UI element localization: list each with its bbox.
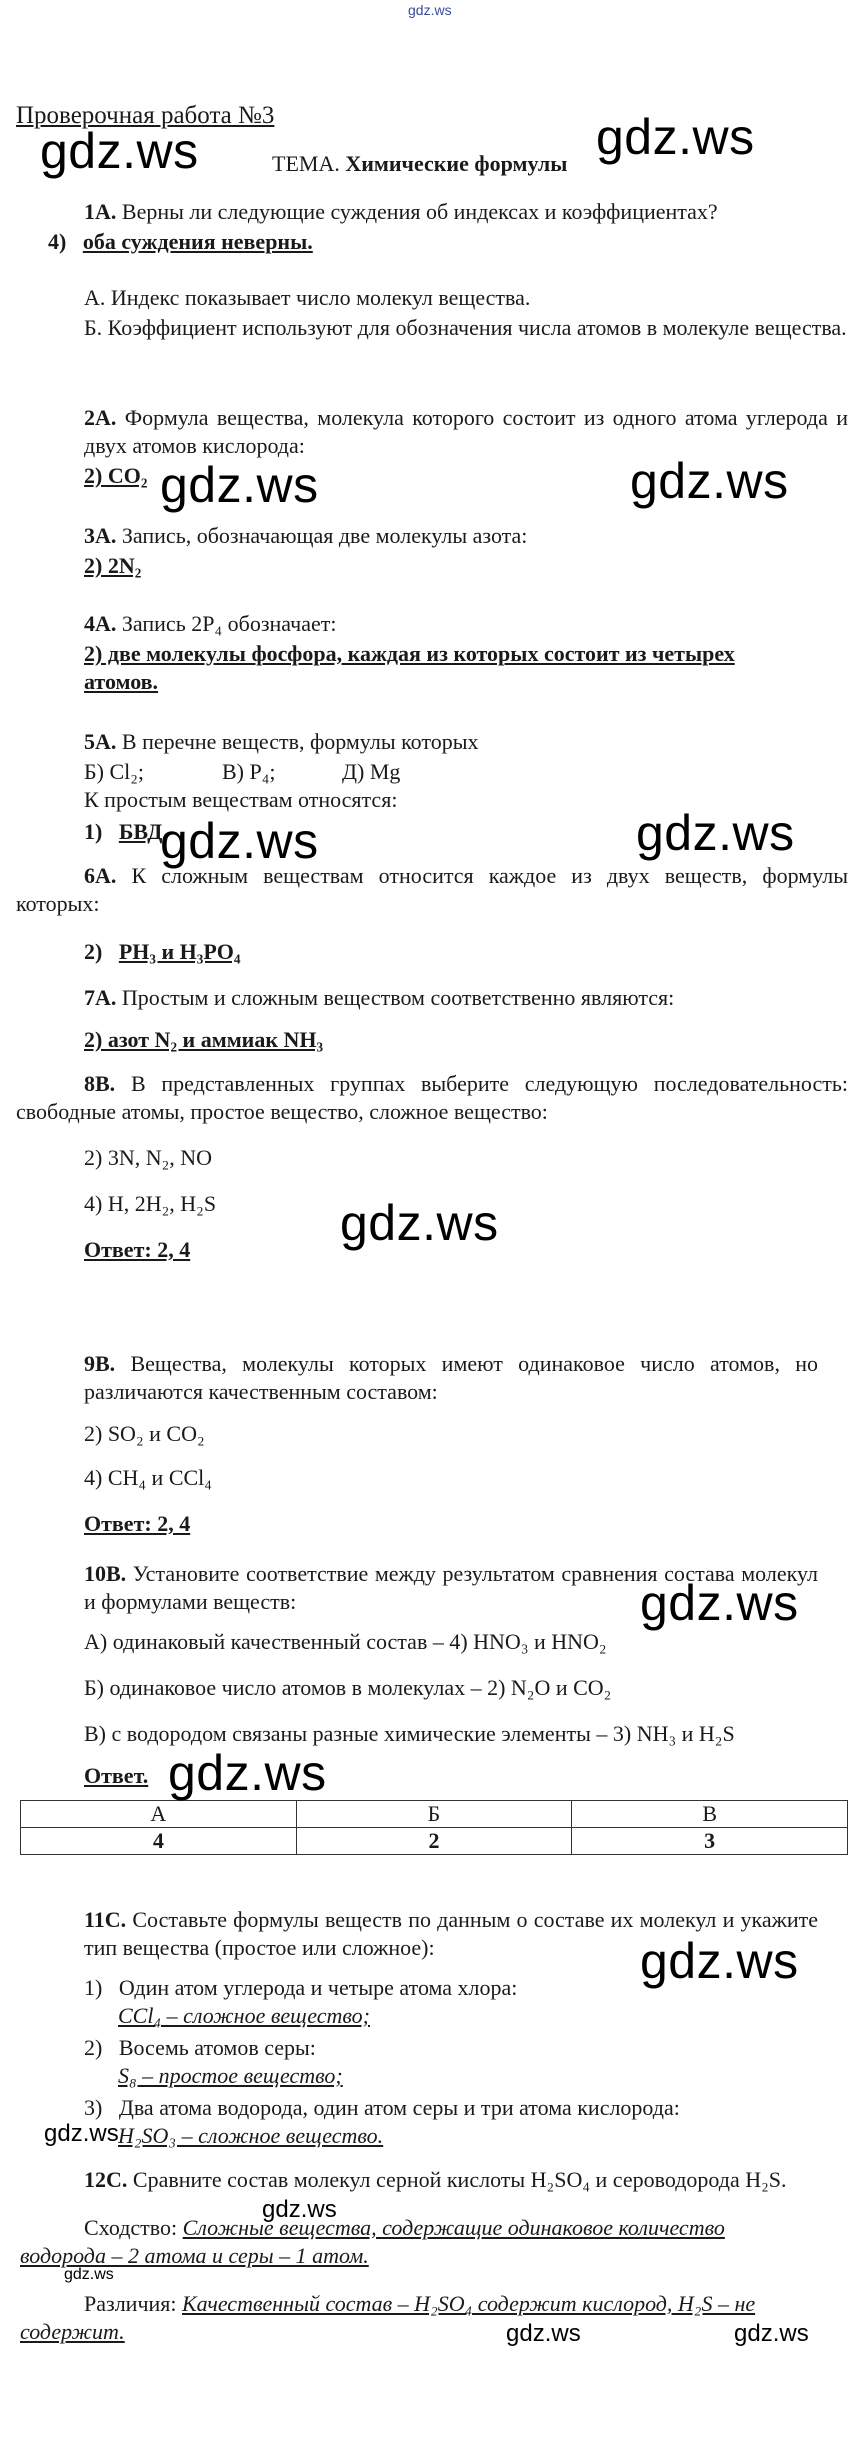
page-title: Проверочная работа №3: [16, 102, 275, 129]
table-header-row: [21, 1801, 848, 1828]
answer-table: [20, 1800, 848, 1855]
question-text: Установите соответствие между результатом сравнения состава молекул и формулами веществ:: [84, 1561, 818, 1614]
watermark: gdz.ws: [640, 1575, 799, 1631]
match-b: Б) одинаковое число атомов в молекулах – 2) N₂O и CO₂: [84, 1675, 612, 1700]
similarity-label: Сходство:: [84, 2215, 178, 2240]
question-text: Составьте формулы веществ по данным о составе их молекул и укажите тип вещества (простое или сложное):: [84, 1907, 818, 1960]
option-v: В) P₄;: [222, 759, 276, 784]
question-text: К сложным веществам относится каждое из двух веществ, формулы которых:: [16, 863, 848, 916]
watermark: gdz.ws: [160, 457, 319, 513]
watermark: gdz.ws: [44, 2120, 119, 2147]
question-number: 12С.: [84, 2167, 128, 2192]
watermark: gdz.ws: [636, 805, 795, 861]
question-7: [84, 984, 674, 1012]
answer-3: 2) 2N₂: [84, 553, 142, 578]
question-number: 3А.: [84, 523, 117, 548]
item-text: Один атом углерода и четыре атома хлора:: [118, 1975, 518, 2000]
answer-text: оба суждения неверны.: [82, 229, 313, 254]
question-1: [84, 198, 718, 226]
item-3-answer: H₂SO₃ – сложное вещество.: [118, 2123, 384, 2148]
watermark: gdz.ws: [640, 1933, 799, 1989]
difference-text: Качественный состав – H₂SO₄ содержит кислород, H₂S – не: [182, 2291, 756, 2316]
table-header: Б: [296, 1801, 572, 1828]
question-number: 1А.: [84, 199, 117, 224]
statement-b: Б. Коэффициент используют для обозначения числа атомов в молекуле вещества.: [84, 315, 847, 340]
watermark: gdz.ws: [734, 2320, 809, 2347]
option-4: 4) CH₄ и CCl₄: [84, 1465, 212, 1490]
watermark: gdz.ws: [506, 2320, 581, 2347]
question-text: Запись 2P₄ обозначает:: [121, 611, 337, 636]
question-12: [84, 2166, 787, 2194]
option-d: Д) Mg: [342, 759, 401, 784]
question-text: Запись, обозначающая две молекулы азота:: [121, 523, 528, 548]
item-3: [84, 2094, 680, 2122]
question-number: 5А.: [84, 729, 117, 754]
answer-number: 1): [84, 819, 103, 844]
option-4: 4) H, 2H₂, H₂S: [84, 1191, 217, 1216]
answer-5: [84, 818, 162, 846]
question-text: Сравните состав молекул серной кислоты H₂SO₄ и сероводорода H₂S.: [132, 2167, 787, 2192]
question-6: [16, 862, 848, 918]
answer-8: Ответ: 2, 4: [84, 1237, 191, 1262]
item-text: Восемь атомов серы:: [118, 2035, 316, 2060]
item-number: 3): [84, 2095, 103, 2120]
watermark: gdz.ws: [340, 1195, 499, 1251]
answer-7: 2) азот N₂ и аммиак NH₃: [84, 1027, 324, 1052]
watermark: gdz.ws: [630, 453, 789, 509]
question-3: [84, 522, 527, 550]
item-1: [84, 1974, 517, 2002]
question-number: 11С.: [84, 1907, 127, 1932]
option-2: 2) 3N, N₂, NO: [84, 1145, 213, 1170]
statement-a: А. Индекс показывает число молекул вещества.: [84, 285, 531, 310]
match-v: В) с водородом связаны разные химические элементы – 3) NH₃ и H₂S: [84, 1721, 735, 1746]
question-number: 8В.: [84, 1071, 116, 1096]
answer-text: PH₃ и H₃PO₄: [118, 939, 241, 964]
table-cell: 4: [21, 1828, 297, 1855]
question-number: 6А.: [84, 863, 117, 888]
watermark: gdz.ws: [262, 2196, 337, 2223]
answer-number: 2): [84, 939, 103, 964]
question-number: 2А.: [84, 405, 117, 430]
table-header: А: [21, 1801, 297, 1828]
answer-1: [48, 228, 313, 256]
answer-text: БВД: [118, 819, 163, 844]
option-2: 2) SO₂ и CO₂: [84, 1421, 205, 1446]
item-text: Два атома водорода, один атом серы и три атома кислорода:: [118, 2095, 680, 2120]
answer-6: [84, 938, 241, 966]
question-text: Простым и сложным веществом соответственно являются:: [121, 985, 675, 1010]
item-1-answer: CCl₄ – сложное вещество;: [118, 2003, 371, 2028]
difference-label: Различия:: [84, 2291, 177, 2316]
question-text: В перечне веществ, формулы которых: [121, 729, 479, 754]
difference-text-cont: содержит.: [20, 2319, 125, 2344]
question-number: 10В.: [84, 1561, 127, 1586]
question-5-subtext: К простым веществам относятся:: [84, 787, 398, 812]
answer-2: 2) CO₂: [84, 463, 148, 488]
answer-number: 4): [48, 229, 67, 254]
option-b: Б) Cl₂;: [84, 759, 145, 784]
item-2: [84, 2034, 316, 2062]
question-9: [84, 1350, 818, 1406]
answer-4: 2) две молекулы фосфора, каждая из которых состоит из четырех атомов.: [84, 641, 735, 694]
question-text: В представленных группах выберите следующую последовательность: свободные атомы, простое вещество, сложное вещество:: [16, 1071, 848, 1124]
difference-line: [84, 2290, 755, 2318]
question-4: [84, 610, 337, 638]
table-header: В: [572, 1801, 848, 1828]
topic-title: Химические формулы: [345, 151, 568, 176]
watermark: gdz.ws: [160, 813, 319, 869]
question-number: 9В.: [84, 1351, 116, 1376]
similarity-line: [84, 2214, 725, 2242]
similarity-text: Сложные вещества, содержащие одинаковое количество: [182, 2215, 725, 2240]
question-text: Вещества, молекулы которых имеют одинаковое число атомов, но различаются качественным составом:: [84, 1351, 818, 1404]
watermark: gdz.ws: [596, 109, 755, 165]
answer-9: Ответ: 2, 4: [84, 1511, 191, 1536]
top-watermark: gdz.ws: [408, 2, 452, 18]
watermark: gdz.ws: [64, 2266, 114, 2283]
question-text: Формула вещества, молекула которого состоит из одного атома углерода и двух атомов кислорода:: [84, 405, 849, 458]
match-a: А) одинаковый качественный состав – 4) HNO₃ и HNO₂: [84, 1629, 607, 1654]
topic-prefix: ТЕМА.: [272, 151, 340, 176]
answer-label: Ответ.: [84, 1763, 149, 1788]
question-8: [16, 1070, 848, 1126]
item-number: 1): [84, 1975, 103, 2000]
topic-line: [272, 150, 567, 178]
table-row: [21, 1828, 848, 1855]
similarity-text-cont: водорода – 2 атома и серы – 1 атом.: [20, 2243, 369, 2268]
question-5: [84, 728, 479, 756]
question-text: Верны ли следующие суждения об индексах и коэффициентах?: [121, 199, 718, 224]
question-number: 7А.: [84, 985, 117, 1010]
table-cell: 3: [572, 1828, 848, 1855]
table-cell: 2: [296, 1828, 572, 1855]
item-2-answer: S₈ – простое вещество;: [118, 2063, 343, 2088]
item-number: 2): [84, 2035, 103, 2060]
question-number: 4А.: [84, 611, 117, 636]
watermark: gdz.ws: [168, 1745, 327, 1801]
watermark: gdz.ws: [40, 123, 199, 179]
